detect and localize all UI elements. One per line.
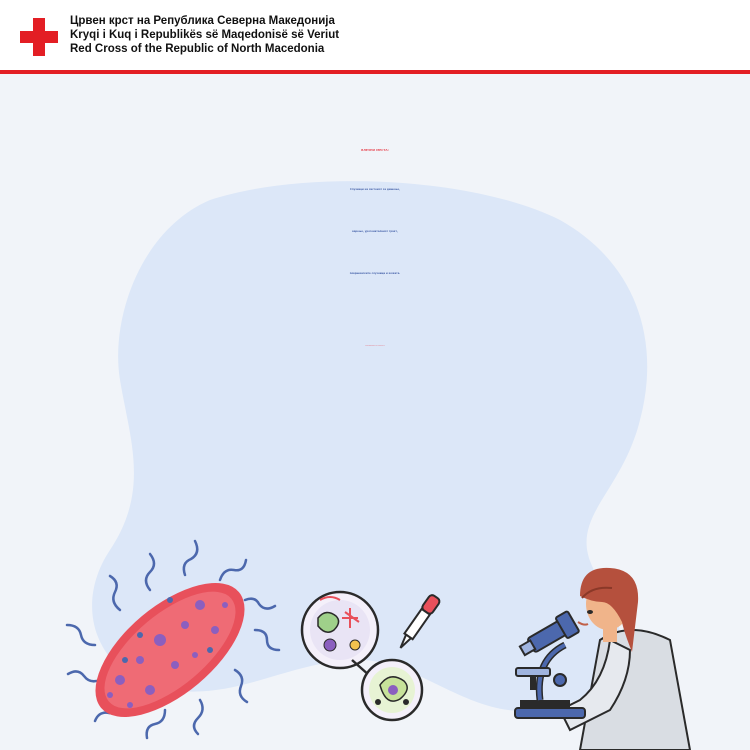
org-name-albanian: Kryqi i Kuq i Republikës së Maqedonisë së Veriut — [70, 29, 340, 41]
org-name-english: Red Cross of the Republic of North Macedonia — [70, 43, 325, 55]
bacterium-illustration — [67, 541, 279, 742]
entry-points-title: ВЛЕЗНИ МЕСТА: — [361, 148, 389, 152]
susceptibility-title: ЧУВСТВИТЕЛНОСТ И ОТПОРНОСТ: — [365, 346, 385, 347]
org-name-macedonian: Црвен крст на Република Северна Македонија — [70, 15, 335, 27]
petri-dish-illustration — [302, 592, 441, 720]
entry-points-line-3: површинските слузници и кожата. — [349, 272, 401, 275]
scientist-microscope-illustration — [515, 568, 690, 750]
entry-points-line-2: варење, урогениталниот тракт, — [352, 230, 398, 233]
entry-points-line-1: Слузници на системот за дишење, — [349, 188, 401, 191]
